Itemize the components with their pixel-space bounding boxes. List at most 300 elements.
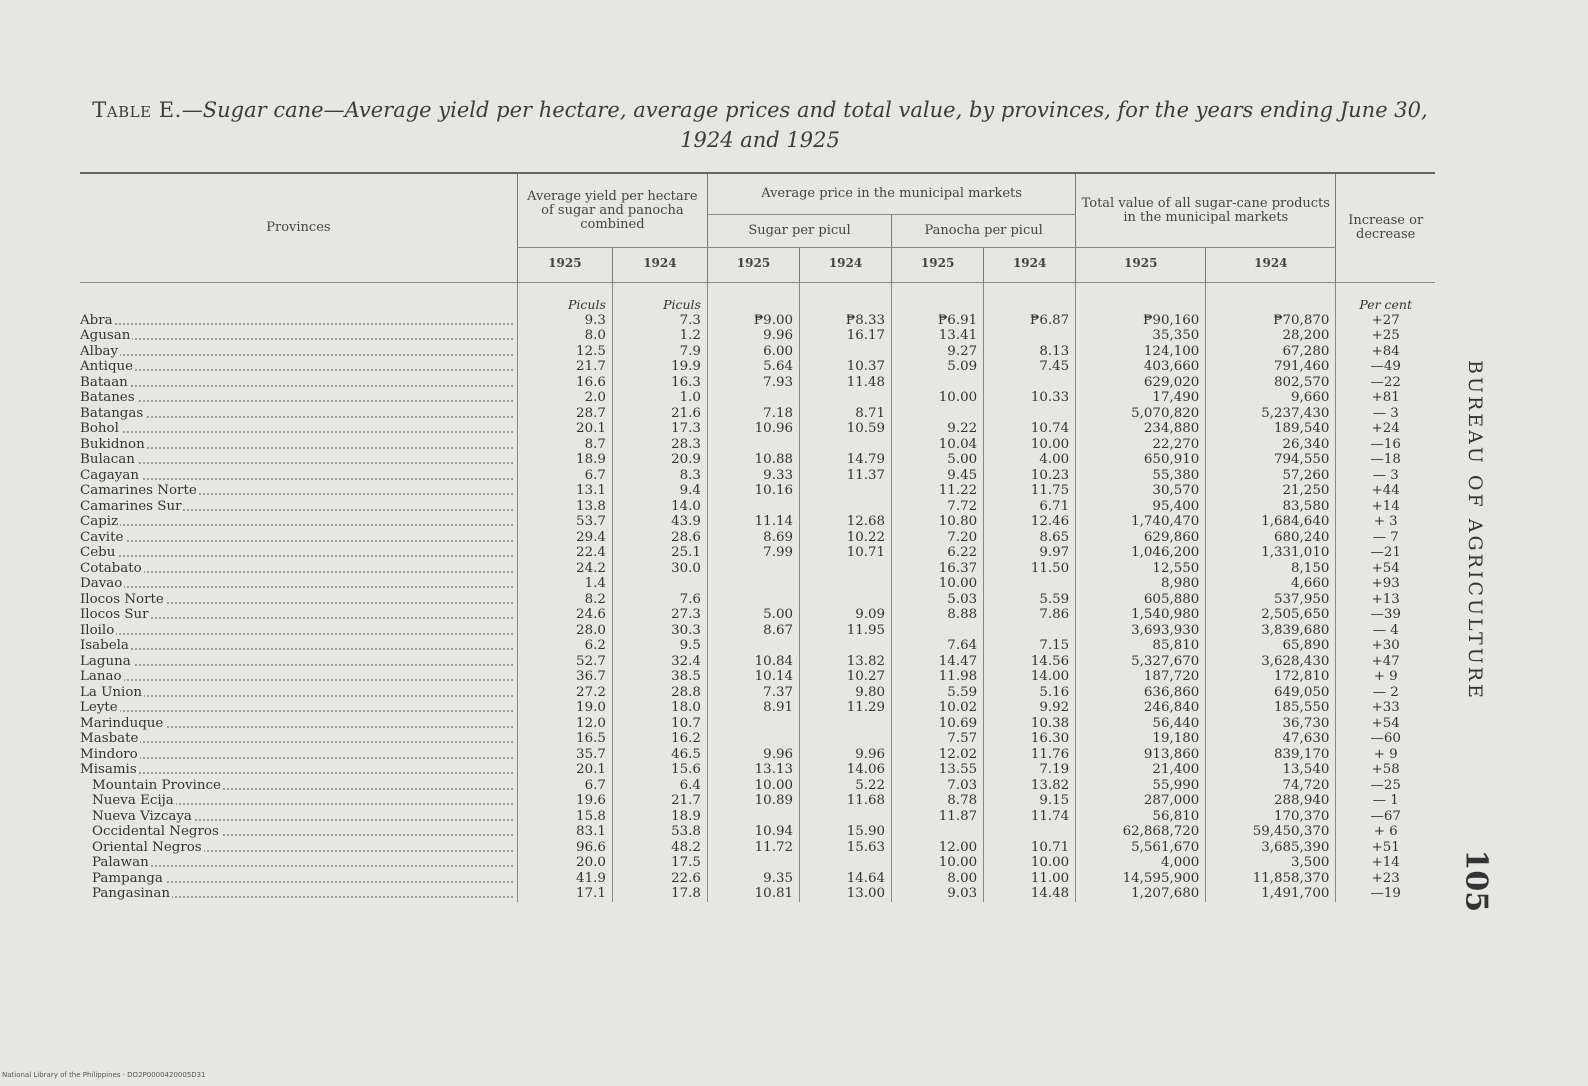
table-row	[80, 483, 1435, 499]
cell-total-1925: 124,100	[1076, 344, 1206, 360]
cell-yield-1925: 8.7	[517, 437, 612, 453]
cell-increase: —18	[1336, 452, 1435, 468]
cell-total-1924: 65,890	[1206, 638, 1336, 654]
cell-panocha-1924: 10.00	[984, 437, 1076, 453]
cell-increase: —67	[1336, 809, 1435, 825]
cell-increase: +81	[1336, 390, 1435, 406]
cell-sugar-1924: 11.95	[800, 623, 892, 639]
province-name: La Union	[80, 684, 143, 700]
cell-panocha-1925: 5.00	[892, 452, 984, 468]
cell-total-1924: 172,810	[1206, 669, 1336, 685]
cell-sugar-1925	[707, 576, 799, 592]
table-title-text: —Sugar cane—Average yield per hectare, average prices and total value, by provinces, for the years ending June 30,	[181, 98, 1428, 122]
cell-panocha-1925: 6.22	[892, 545, 984, 561]
cell-sugar-1925: 6.00	[707, 344, 799, 360]
province-name: Camarines Norte	[80, 483, 197, 498]
cell-panocha-1925: 7.20	[892, 530, 984, 546]
cell-yield-1925: 8.0	[517, 328, 612, 344]
cell-yield-1925: 12.5	[517, 344, 612, 360]
table-row	[80, 731, 1435, 747]
cell-yield-1925: 2.0	[517, 390, 612, 406]
cell-total-1924: 8,150	[1206, 561, 1336, 577]
cell-total-1925: 55,990	[1076, 778, 1206, 794]
cell-panocha-1925: 14.47	[892, 654, 984, 670]
cell-panocha-1925: 8.78	[892, 793, 984, 809]
cell-yield-1925: 20.0	[517, 855, 612, 871]
cell-sugar-1925: ₱9.00	[707, 313, 799, 329]
cell-sugar-1924: ₱8.33	[800, 313, 892, 329]
leader-dots	[80, 586, 513, 588]
cell-increase: +30	[1336, 638, 1435, 654]
cell-yield-1925: 41.9	[517, 871, 612, 887]
cell-yield-1925: 21.7	[517, 359, 612, 375]
cell-sugar-1925: 9.96	[707, 747, 799, 763]
cell-sugar-1925	[707, 561, 799, 577]
cell-sugar-1925: 8.67	[707, 623, 799, 639]
cell-sugar-1924: 11.48	[800, 375, 892, 391]
table-row	[80, 530, 1435, 546]
cell-sugar-1924	[800, 731, 892, 747]
cell-panocha-1924: 11.00	[984, 871, 1076, 887]
cell-total-1924: 288,940	[1206, 793, 1336, 809]
cell-sugar-1925: 11.14	[707, 514, 799, 530]
cell-total-1924: 3,628,430	[1206, 654, 1336, 670]
cell-total-1925: 12,550	[1076, 561, 1206, 577]
cell-yield-1924: 21.6	[612, 406, 707, 422]
cell-sugar-1925: 10.89	[707, 793, 799, 809]
cell-total-1925: 629,020	[1076, 375, 1206, 391]
province-name: Iloilo	[80, 622, 115, 638]
cell-panocha-1925: 8.88	[892, 607, 984, 623]
province-name: Masbate	[80, 731, 139, 746]
cell-sugar-1925	[707, 731, 799, 747]
province-name: Pangasinan	[80, 886, 172, 901]
cell-yield-1925: 13.8	[517, 499, 612, 515]
table-row	[80, 452, 1435, 468]
cell-increase: +25	[1336, 328, 1435, 344]
cell-yield-1924: 1.2	[612, 328, 707, 344]
cell-increase: +14	[1336, 499, 1435, 515]
cell-yield-1925: 22.4	[517, 545, 612, 561]
cell-sugar-1924	[800, 499, 892, 515]
cell-yield-1925: 15.8	[517, 809, 612, 825]
cell-panocha-1925: 7.64	[892, 638, 984, 654]
cell-panocha-1925: 10.80	[892, 514, 984, 530]
cell-panocha-1924: 8.13	[984, 344, 1076, 360]
table-row	[80, 375, 1435, 391]
cell-panocha-1925: 13.41	[892, 328, 984, 344]
cell-panocha-1925: 16.37	[892, 561, 984, 577]
cell-yield-1924: 22.6	[612, 871, 707, 887]
cell-increase: +24	[1336, 421, 1435, 437]
province-name: Pampanga	[80, 871, 165, 886]
unit-increase: Per cent	[1336, 283, 1435, 313]
cell-yield-1924: 28.3	[612, 437, 707, 453]
table-header	[80, 173, 1435, 283]
header-price: Average price in the municipal markets	[707, 173, 1075, 215]
cell-yield-1924: 17.8	[612, 886, 707, 902]
cell-sugar-1924: 14.06	[800, 762, 892, 778]
cell-total-1924: 36,730	[1206, 716, 1336, 732]
cell-panocha-1924: 10.74	[984, 421, 1076, 437]
cell-panocha-1924: 12.46	[984, 514, 1076, 530]
table-title	[60, 95, 1460, 155]
cell-yield-1925: 16.6	[517, 375, 612, 391]
cell-sugar-1925: 7.93	[707, 375, 799, 391]
province-name: Ilocos Sur	[80, 607, 149, 622]
cell-increase: +44	[1336, 483, 1435, 499]
cell-sugar-1924	[800, 483, 892, 499]
cell-panocha-1925: 11.98	[892, 669, 984, 685]
cell-increase: +47	[1336, 654, 1435, 670]
cell-yield-1925: 19.6	[517, 793, 612, 809]
cell-panocha-1924: 10.23	[984, 468, 1076, 484]
cell-panocha-1924: 10.00	[984, 855, 1076, 871]
cell-panocha-1925: 9.03	[892, 886, 984, 902]
province-name: Cotabato	[80, 560, 142, 576]
cell-total-1925: 403,660	[1076, 359, 1206, 375]
cell-yield-1924: 30.0	[612, 561, 707, 577]
cell-increase: —22	[1336, 375, 1435, 391]
cell-sugar-1924: 10.22	[800, 530, 892, 546]
cell-yield-1924: 19.9	[612, 359, 707, 375]
cell-panocha-1924: 11.50	[984, 561, 1076, 577]
cell-sugar-1924: 13.00	[800, 886, 892, 902]
cell-yield-1925: 28.0	[517, 623, 612, 639]
cell-yield-1924: 7.3	[612, 313, 707, 329]
header-panocha: Panocha per picul	[892, 215, 1076, 248]
cell-panocha-1925: 10.04	[892, 437, 984, 453]
province-name: Abra	[80, 312, 113, 328]
cell-panocha-1925: 12.00	[892, 840, 984, 856]
cell-panocha-1924: 14.56	[984, 654, 1076, 670]
cell-yield-1925: 20.1	[517, 762, 612, 778]
table-row	[80, 638, 1435, 654]
table-row	[80, 313, 1435, 329]
cell-panocha-1924	[984, 328, 1076, 344]
cell-yield-1924: 38.5	[612, 669, 707, 685]
cell-sugar-1925	[707, 499, 799, 515]
cell-increase: —25	[1336, 778, 1435, 794]
province-name: Bohol	[80, 421, 119, 436]
cell-total-1924: 794,550	[1206, 452, 1336, 468]
cell-yield-1924: 9.5	[612, 638, 707, 654]
cell-total-1925: 19,180	[1076, 731, 1206, 747]
cell-yield-1925: 96.6	[517, 840, 612, 856]
cell-total-1924: 2,505,650	[1206, 607, 1336, 623]
cell-panocha-1924: 4.00	[984, 452, 1076, 468]
cell-total-1925: 605,880	[1076, 592, 1206, 608]
cell-yield-1924: 32.4	[612, 654, 707, 670]
cell-yield-1924: 21.7	[612, 793, 707, 809]
cell-total-1924: 57,260	[1206, 468, 1336, 484]
cell-yield-1924: 16.2	[612, 731, 707, 747]
units-row	[80, 283, 1435, 313]
cell-yield-1924: 30.3	[612, 623, 707, 639]
cell-total-1924: ₱70,870	[1206, 313, 1336, 329]
cell-total-1925: 14,595,900	[1076, 871, 1206, 887]
cell-sugar-1925: 5.00	[707, 607, 799, 623]
cell-sugar-1925: 9.33	[707, 468, 799, 484]
cell-total-1925: 17,490	[1076, 390, 1206, 406]
cell-sugar-1924: 14.64	[800, 871, 892, 887]
province-name: Misamis	[80, 762, 137, 777]
cell-panocha-1924: 14.48	[984, 886, 1076, 902]
table-title-years: 1924 and 1925	[680, 128, 840, 152]
cell-sugar-1925: 10.88	[707, 452, 799, 468]
cell-increase: — 3	[1336, 406, 1435, 422]
cell-total-1925: 35,350	[1076, 328, 1206, 344]
cell-total-1924: 649,050	[1206, 685, 1336, 701]
province-name: Mountain Province	[80, 778, 223, 793]
cell-yield-1925: 35.7	[517, 747, 612, 763]
cell-panocha-1924: 5.59	[984, 592, 1076, 608]
cell-yield-1924: 15.6	[612, 762, 707, 778]
cell-panocha-1925: 9.27	[892, 344, 984, 360]
cell-total-1924: 21,250	[1206, 483, 1336, 499]
leader-dots	[80, 555, 513, 557]
cell-panocha-1925	[892, 623, 984, 639]
cell-increase: + 6	[1336, 824, 1435, 840]
table-row	[80, 344, 1435, 360]
cell-sugar-1924	[800, 344, 892, 360]
cell-increase: +84	[1336, 344, 1435, 360]
cell-yield-1925: 1.4	[517, 576, 612, 592]
cell-increase: +23	[1336, 871, 1435, 887]
cell-sugar-1925: 8.91	[707, 700, 799, 716]
cell-sugar-1925	[707, 592, 799, 608]
table-row	[80, 561, 1435, 577]
cell-panocha-1924: 11.74	[984, 809, 1076, 825]
cell-increase: —49	[1336, 359, 1435, 375]
cell-total-1925: 913,860	[1076, 747, 1206, 763]
cell-increase: +58	[1336, 762, 1435, 778]
cell-panocha-1925: 7.57	[892, 731, 984, 747]
leader-dots	[80, 571, 513, 573]
cell-sugar-1924: 15.63	[800, 840, 892, 856]
cell-total-1924: 4,660	[1206, 576, 1336, 592]
province-name: Isabela	[80, 638, 129, 653]
cell-total-1925: 56,810	[1076, 809, 1206, 825]
cell-panocha-1924: 5.16	[984, 685, 1076, 701]
leader-dots	[80, 462, 513, 464]
province-name: Mindoro	[80, 746, 138, 762]
leader-dots	[80, 385, 513, 387]
cell-total-1925: 5,561,670	[1076, 840, 1206, 856]
cell-panocha-1925: 11.22	[892, 483, 984, 499]
province-name: Cebu	[80, 545, 116, 560]
cell-yield-1924: 43.9	[612, 514, 707, 530]
cell-panocha-1925: 10.00	[892, 855, 984, 871]
leader-dots	[80, 338, 513, 340]
cell-total-1925: 246,840	[1076, 700, 1206, 716]
cell-sugar-1924	[800, 809, 892, 825]
leader-dots	[80, 524, 513, 526]
sugar-cane-table	[80, 172, 1435, 902]
cell-yield-1925: 24.2	[517, 561, 612, 577]
province-name: Laguna	[80, 653, 131, 669]
cell-yield-1925: 12.0	[517, 716, 612, 732]
table-row	[80, 406, 1435, 422]
cell-yield-1924: 7.6	[612, 592, 707, 608]
table-row	[80, 886, 1435, 902]
leader-dots	[80, 741, 513, 743]
cell-panocha-1925: 12.02	[892, 747, 984, 763]
table-row	[80, 747, 1435, 763]
cell-sugar-1924: 5.22	[800, 778, 892, 794]
cell-total-1925: 650,910	[1076, 452, 1206, 468]
table-row	[80, 716, 1435, 732]
province-name: Bukidnon	[80, 436, 145, 452]
cell-total-1924: 74,720	[1206, 778, 1336, 794]
cell-panocha-1924	[984, 623, 1076, 639]
cell-sugar-1925	[707, 437, 799, 453]
cell-panocha-1925	[892, 406, 984, 422]
cell-total-1924: 59,450,370	[1206, 824, 1336, 840]
cell-panocha-1924	[984, 576, 1076, 592]
header-yield-1925: 1925	[517, 248, 612, 283]
cell-increase: +27	[1336, 313, 1435, 329]
cell-panocha-1924: 7.86	[984, 607, 1076, 623]
province-name: Batangas	[80, 405, 144, 421]
province-name: Cagayan	[80, 467, 139, 483]
cell-panocha-1924: 11.75	[984, 483, 1076, 499]
cell-total-1924: 3,685,390	[1206, 840, 1336, 856]
cell-total-1924: 839,170	[1206, 747, 1336, 763]
cell-sugar-1925: 13.13	[707, 762, 799, 778]
leader-dots	[80, 369, 513, 371]
cell-increase: —19	[1336, 886, 1435, 902]
cell-sugar-1925: 9.96	[707, 328, 799, 344]
cell-sugar-1925: 9.35	[707, 871, 799, 887]
table-row	[80, 468, 1435, 484]
cell-total-1924: 185,550	[1206, 700, 1336, 716]
cell-yield-1924: 28.8	[612, 685, 707, 701]
province-name: Bulacan	[80, 452, 135, 467]
province-name: Oriental Negros	[80, 840, 204, 855]
leader-dots	[80, 757, 513, 759]
cell-sugar-1924: 11.68	[800, 793, 892, 809]
province-name: Nueva Vizcaya	[80, 809, 194, 824]
cell-sugar-1925: 11.72	[707, 840, 799, 856]
cell-panocha-1924: 10.33	[984, 390, 1076, 406]
cell-total-1924: 9,660	[1206, 390, 1336, 406]
cell-panocha-1924: ₱6.87	[984, 313, 1076, 329]
cell-sugar-1924: 10.37	[800, 359, 892, 375]
cell-total-1925: 85,810	[1076, 638, 1206, 654]
cell-sugar-1925: 10.81	[707, 886, 799, 902]
province-name: Marinduque	[80, 715, 164, 731]
cell-total-1924: 3,839,680	[1206, 623, 1336, 639]
cell-panocha-1925: 11.87	[892, 809, 984, 825]
cell-panocha-1924: 13.82	[984, 778, 1076, 794]
cell-sugar-1924: 10.59	[800, 421, 892, 437]
cell-yield-1924: 28.6	[612, 530, 707, 546]
cell-sugar-1925: 10.00	[707, 778, 799, 794]
cell-panocha-1924: 16.30	[984, 731, 1076, 747]
cell-panocha-1924	[984, 375, 1076, 391]
cell-sugar-1924: 9.96	[800, 747, 892, 763]
table-row	[80, 499, 1435, 515]
cell-sugar-1925	[707, 716, 799, 732]
province-name: Leyte	[80, 700, 118, 715]
cell-sugar-1924: 9.80	[800, 685, 892, 701]
table-row	[80, 421, 1435, 437]
cell-total-1925: 5,327,670	[1076, 654, 1206, 670]
cell-panocha-1924: 11.76	[984, 747, 1076, 763]
cell-yield-1924: 25.1	[612, 545, 707, 561]
province-name: Agusan	[80, 328, 131, 343]
table-row	[80, 390, 1435, 406]
cell-yield-1924: 16.3	[612, 375, 707, 391]
cell-increase: — 4	[1336, 623, 1435, 639]
table-row	[80, 855, 1435, 871]
cell-yield-1925: 53.7	[517, 514, 612, 530]
table-row	[80, 793, 1435, 809]
cell-total-1924: 537,950	[1206, 592, 1336, 608]
cell-yield-1925: 8.2	[517, 592, 612, 608]
cell-yield-1925: 52.7	[517, 654, 612, 670]
cell-total-1925: 22,270	[1076, 437, 1206, 453]
cell-yield-1925: 6.7	[517, 468, 612, 484]
cell-increase: —60	[1336, 731, 1435, 747]
leader-dots	[80, 323, 513, 325]
cell-total-1924: 802,570	[1206, 375, 1336, 391]
cell-sugar-1924: 16.17	[800, 328, 892, 344]
cell-increase: +54	[1336, 561, 1435, 577]
header-provinces: Provinces	[80, 173, 517, 283]
cell-increase: +14	[1336, 855, 1435, 871]
cell-total-1925: 21,400	[1076, 762, 1206, 778]
cell-sugar-1924: 8.71	[800, 406, 892, 422]
cell-panocha-1924: 7.19	[984, 762, 1076, 778]
cell-sugar-1924: 13.82	[800, 654, 892, 670]
cell-total-1925: 1,740,470	[1076, 514, 1206, 530]
province-name: Nueva Ecija	[80, 793, 176, 808]
leader-dots	[80, 354, 513, 356]
leader-dots	[80, 664, 513, 666]
header-sugar-1925: 1925	[707, 248, 799, 283]
cell-panocha-1925	[892, 375, 984, 391]
cell-sugar-1925: 10.16	[707, 483, 799, 499]
province-name: Lanao	[80, 669, 122, 684]
cell-total-1924: 791,460	[1206, 359, 1336, 375]
cell-total-1925: 1,207,680	[1076, 886, 1206, 902]
cell-yield-1924: 9.4	[612, 483, 707, 499]
leader-dots	[80, 648, 513, 650]
table-row	[80, 592, 1435, 608]
header-yield-1924: 1924	[612, 248, 707, 283]
table-row	[80, 809, 1435, 825]
table-row	[80, 607, 1435, 623]
cell-total-1925: 1,046,200	[1076, 545, 1206, 561]
cell-yield-1924: 18.0	[612, 700, 707, 716]
leader-dots	[80, 710, 513, 712]
cell-total-1924: 170,370	[1206, 809, 1336, 825]
cell-panocha-1925: 5.59	[892, 685, 984, 701]
page-number: 105	[1458, 849, 1494, 913]
cell-yield-1925: 24.6	[517, 607, 612, 623]
cell-sugar-1924	[800, 437, 892, 453]
cell-yield-1924: 53.8	[612, 824, 707, 840]
cell-panocha-1924	[984, 824, 1076, 840]
cell-sugar-1924: 10.71	[800, 545, 892, 561]
cell-total-1925: 4,000	[1076, 855, 1206, 871]
cell-sugar-1925: 10.14	[707, 669, 799, 685]
cell-sugar-1925	[707, 638, 799, 654]
cell-yield-1925: 6.2	[517, 638, 612, 654]
cell-total-1924: 83,580	[1206, 499, 1336, 515]
